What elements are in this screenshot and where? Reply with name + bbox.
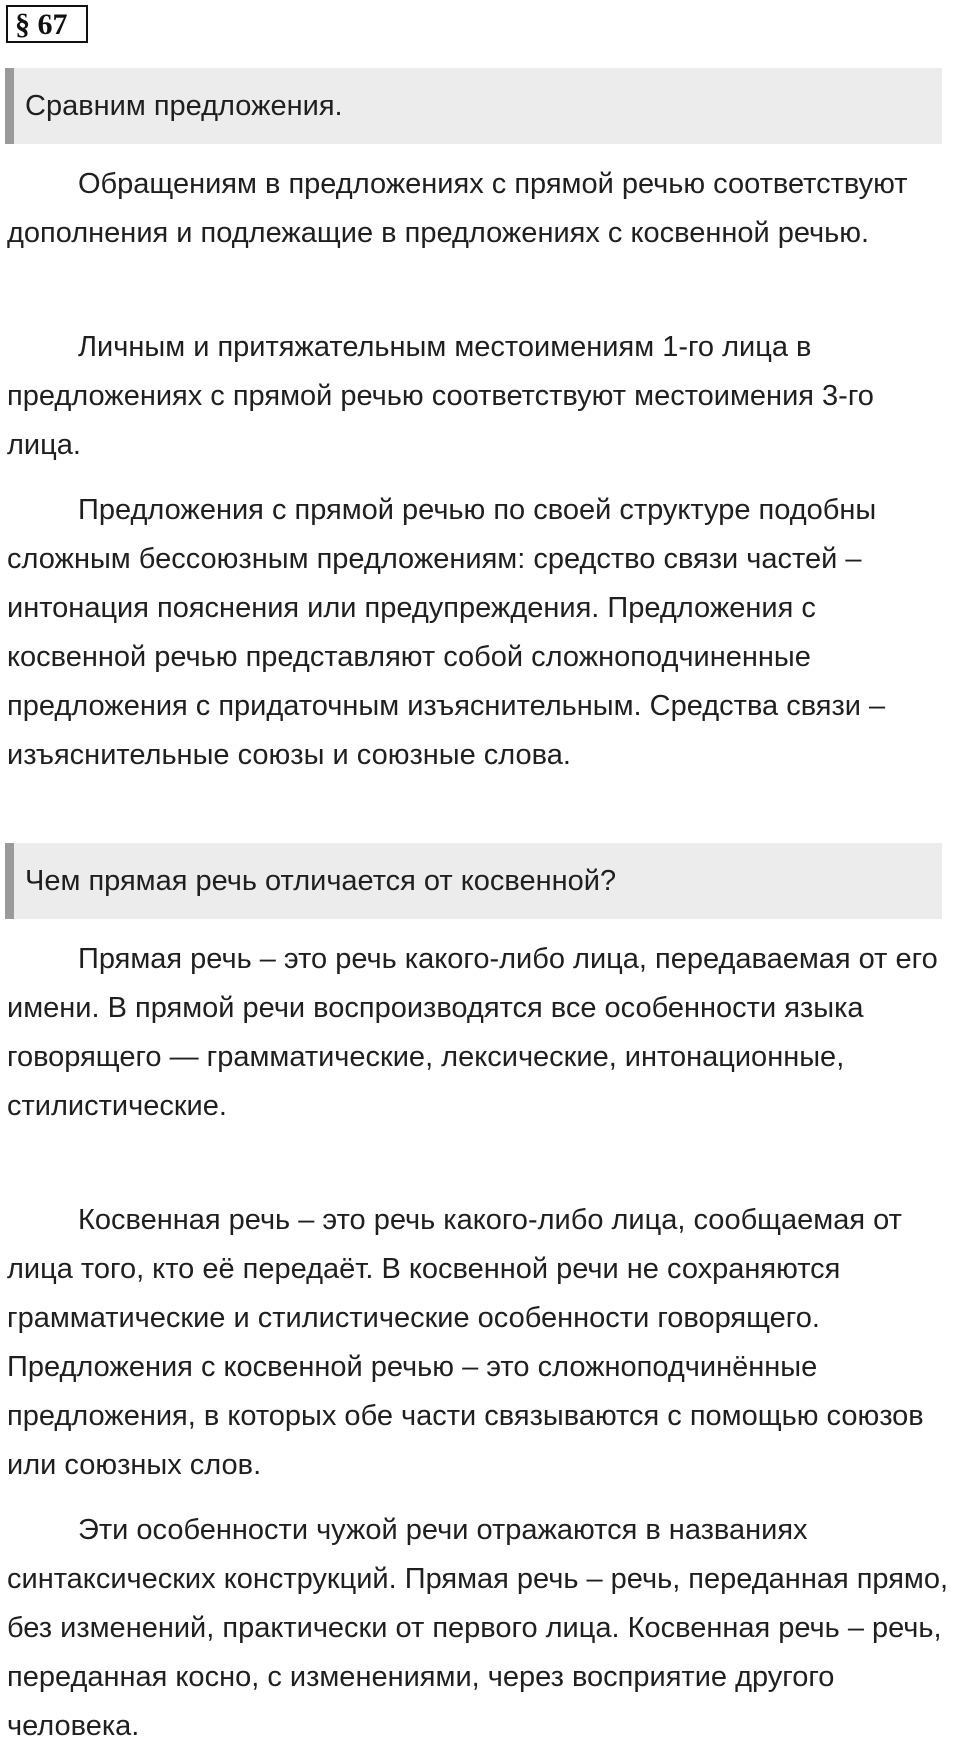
paragraph-direct-speech-definition: Прямая речь – это речь какого-либо лица, передаваемая от его имени. В прямой речи воспроизводятся все особенности языка говорящего — грамматические, лексические, интонационные, стилистические. xyxy=(7,943,938,1122)
section-number-badge: § 67 xyxy=(6,5,88,43)
question-heading-compare: Сравним предложения. xyxy=(5,68,942,144)
question-heading-difference: Чем прямая речь отличается от косвенной? xyxy=(5,843,942,919)
paragraph-pronoun-correspondence: Личным и притяжательным местоимениям 1-го лица в предложениях с прямой речью соответствуют местоимения 3-го лица. xyxy=(7,331,874,461)
paragraph-sentence-structure: Предложения с прямой речью по своей структуре подобны сложным бессоюзным предложениям: средство связи частей – интонация пояснения или предупреждения. Предложения с косвенной речью представляют собой сложноподчиненные предложения с придаточным изъяснительным. Средства связи – изъяснительные союзы и союзные слова. xyxy=(7,494,886,771)
paragraph-indirect-speech-definition: Косвенная речь – это речь какого-либо лица, сообщаемая от лица того, кто её передаёт. В косвенной речи не сохраняются грамматические и стилистические особенности говорящего. Предложения с косвенной речью – это сложноподчинённые предложения, в которых обе части связываются с помощью союзов или союзных слов. xyxy=(7,1204,924,1481)
paragraph-address-correspondence: Обращениям в предложениях с прямой речью соответствуют дополнения и подлежащие в предложениях с косвенной речью. xyxy=(7,168,908,249)
paragraph-naming-conclusion: Эти особенности чужой речи отражаются в названиях синтаксических конструкций. Прямая речь – речь, переданная прямо, без изменений, практически от первого лица. Косвенная речь – речь, переданная косно, с изменениями, через восприятие другого человека. xyxy=(7,1514,949,1742)
